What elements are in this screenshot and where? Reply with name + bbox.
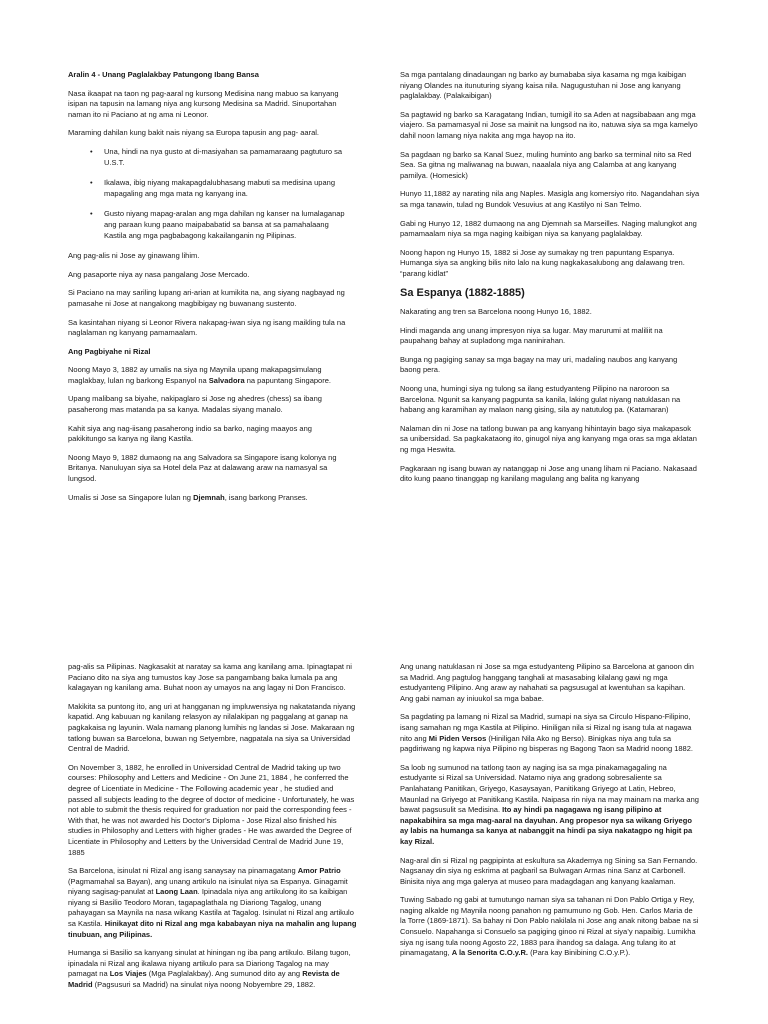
- page1-right-column: [400, 70, 700, 493]
- reasons-list: [68, 147, 346, 241]
- paragraph: Hindi maganda ang unang impresyon niya sa lugar. May marurumi at maliliit na paupahang bahay at supladong mga naninirahan.: [400, 325, 663, 346]
- paragraph: Noong hapon ng Hunyo 15, 1882 si Jose ay sumakay ng tren papuntang Espanya. Humanga siya sa angking bilis nito lalo na kung nagkakasalubong ang dalawang tren. “parang kidlat”: [400, 247, 685, 278]
- list-item: • Una, hindi na nya gusto at di-masiyahan sa pamamaraang pagtuturo sa U.S.T.: [104, 147, 346, 168]
- paragraph: Nakarating ang tren sa Barcelona noong Hunyo 16, 1882.: [400, 307, 592, 317]
- paragraph: Nasa ikaapat na taon ng pag-aaral ng kursong Medisina nang mabuo sa kanyang isipan na tapusin na lamang niya ang kursong Medisina sa Madrid. Sinuportahan naman ito ni Paciano at ng ama ni Leonor.: [68, 88, 339, 119]
- page2-right-column: [400, 662, 700, 967]
- paragraph: Sa mga pantalang dinadaungan ng barko ay bumababa siya kasama ng mga kaibigan niyang Olandes na itunuturing siyang kaisa nila. Nagugustuhan ni Jose ang kanyang paglalakbay. (Palakaibigan): [400, 70, 687, 101]
- section-heading: Ang Pagbiyahe ni Rizal: [68, 346, 151, 356]
- paragraph: On November 3, 1882, he enrolled in Universidad Central de Madrid taking up two courses: Philosophy and Letters and Medicine - On June 21, 1884 , he conferred the degree of Licentiate in Medicine - The Following academic year , he studied and passed all subjects leading to the degree of doctor of medicine - Unfortunately, he was not able to submit the thesis required for graduation nor paid the corresponding fees - With that, he was not awarded his Doctor’s Diploma - Jose Rizal also finished his studies in Philosophy and Letters with higher grades - He was awarded the Degree of Licentiate in Philosophy and Letters by the Universidad Central de Madrid June 19, 1885: [68, 762, 355, 857]
- paragraph: Sa pagtawid ng barko sa Karagatang Indian, tumigil ito sa Aden at nagsibabaan ang mga viajero. Sa pamamasyal ni Jose sa mainit na lungsod na ito, natuwa siya sa mga kamelyo dahil noon lamang niya nakita ang mga hayop na ito.: [400, 109, 698, 140]
- paragraph: Upang malibang sa biyahe, nakipaglaro si Jose ng ahedres (chess) sa ibang pasaherong mas matanda pa sa kanya. Madalas siyang manalo.: [68, 394, 322, 415]
- paragraph: Maraming dahilan kung bakit nais niyang sa Europa tapusin ang pag- aaral.: [68, 128, 319, 138]
- paragraph: Makikita sa puntong ito, ang uri at hangganan ng impluwensiya ng nakatatanda niyang kapatid. Ang kabuuan ng kanilang relasyon ay nilalakipan ng paggalang at ganap na pagkakaisa ng layunin. Wala namang planong lumihis ng landas si Jose. Makaraan ng tatlong buwan sa Barcelona, buwan ng Setyembre, nagpatala na siya sa Universidad Central de Madrid.: [68, 701, 356, 754]
- paragraph: Sa pagdaan ng barko sa Kanal Suez, muling huminto ang barko sa terminal nito sa Red Sea. Sa gitna ng maliwanag na buwan, naaalala niya ang Calamba at ang kanyang pamilya. (Homesick): [400, 149, 692, 180]
- paragraph: Pagkaraan ng isang buwan ay natanggap ni Jose ang unang liham ni Paciano. Nakasaad dito kung paano tinanggap ng kanilang magulang ang balita ng kanyang: [400, 463, 697, 484]
- paragraph: Umalis si Jose sa Singapore lulan ng Djemnah, isang barkong Pranses.: [68, 492, 308, 502]
- list-item: • Ikalawa, ibig niyang makapagdalubhasang mabuti sa medisina upang mapagaling ang mga mata ng kanyang ina.: [104, 178, 346, 199]
- paragraph: Noong una, humingi siya ng tulong sa ilang estudyanteng Pilipino na naroroon sa Barcelona. Ngunit sa kanyang pagpunta sa kanila, laking gulat niyang natuklasan na habang ang karamihan ay malaon nang gising, sila ay natutulog pa. (Katamaran): [400, 384, 681, 415]
- paragraph: pag-alis sa Pilipinas. Nagkasakit at naratay sa kama ang kanilang ama. Ipinagtapat ni Paciano dito na siya ang tumustos kay Jose sa pangambang baka lumala pa ang kalagayan ng kanilang ama. Buhat noon ay umayos na ang lagay ni Don Francisco.: [68, 662, 352, 693]
- paragraph: Sa pagdating pa lamang ni Rizal sa Madrid, sumapi na siya sa Circulo Hispano-Filipino, isang samahan ng mga Kastila at Pilipino. Hiniligan nila si Rizal ng isang tula at nagawa nito ang Mi Piden Versos (Hiniligan Nila Ako ng Berso). Binigkas niya ang tula sa pagdiriwang ng kapwa niya Pilipino ng bisperas ng Bagong Taon sa Madrid noong 1882.: [400, 712, 693, 754]
- lesson-title: Aralin 4 - Unang Paglalakbay Patungong Ibang Bansa: [68, 70, 259, 79]
- page1-left-column: [68, 70, 346, 511]
- paragraph: Gabi ng Hunyo 12, 1882 dumaong na ang Djemnah sa Marseilles. Naging malungkot ang pamamaalam niya sa mga naging kaibigan niya sa kanyang paglalakbay.: [400, 218, 697, 239]
- paragraph: Bunga ng pagiging sanay sa mga bagay na may uri, madaling naubos ang kanyang baong pera.: [400, 354, 678, 375]
- paragraph: Ang unang natuklasan ni Jose sa mga estudyanteng Pilipino sa Barcelona at ganoon din sa Madrid. Ang pagtulog hanggang tanghali at masasabing kilalang gawi ng mga estudyanteng Pilipino. Ang araw ay nahahati sa pagsusugal at kwentuhan sa kapihan. Ang gabi naman ay iniuukol sa mga babae.: [400, 662, 694, 703]
- paragraph: Sa loob ng sumunod na tatlong taon ay naging isa sa mga pinakamagagaling na estudyante si Rizal sa Universidad. Natamo niya ang gradong sobresaliente sa Panlahatang Panitikan, Griyego, Kasaysayan, Panitikang Griyego at Latin, Hebreo, Maunlad na Griyego at Panitikang Kastila. Naipasa rin niya na may mainam na marka ang bawat pagsusulit sa Medisina. Ito ay hindi pa nagagawa ng isang pilipino at napakabihira sa mga mag-aaral na dayuhan. Ang propesor nya sa wikang Griyego ay labis na humanga sa kanya at nabanggit na hindi pa siya nakatagpo ng higit pa kay Rizal.: [400, 762, 699, 846]
- paragraph: Ang pasaporte niya ay nasa pangalang Jose Mercado.: [68, 269, 250, 279]
- paragraph: Kahit siya ang nag-iisang pasaherong indio sa barko, naging maayos ang pakikitungo sa kanya ng ilang Kastila.: [68, 423, 312, 444]
- page2-left-column: [68, 662, 358, 999]
- paragraph: Noong Mayo 9, 1882 dumaong na ang Salvadora sa Singapore isang kolonya ng Britanya. Nanuluyan siya sa Hotel dela Paz at dalawang araw na namasyal sa lungsod.: [68, 452, 337, 484]
- section-heading: Sa Espanya (1882-1885): [400, 286, 525, 299]
- paragraph: Nag-aral din si Rizal ng pagpipinta at eskultura sa Akademya ng Sining sa San Fernando. Nagsanay din siya ng eskrima at pagbaril sa Bulwagan Armas nina Sanz at Carbonell. Binisita niya ang mga galerya at museo para madagdagan ang kanyang kaalaman.: [400, 855, 698, 886]
- list-item: • Gusto niyang mapag-aralan ang mga dahilan ng kanser na lumalaganap ang paraan kung paano maipababatid sa bansa at sa pamahalaang Kastila ang mga pagbabagong kakailanganin ng Pilipinas.: [104, 209, 346, 241]
- paragraph: Nalaman din ni Jose na tatlong buwan pa ang kanyang hihintayin bago siya makapasok sa unibersidad. Sa pagkakataong ito, ginugol niya ang kanyang mga oras sa mga aklatan ng mga Heswita.: [400, 423, 697, 455]
- paragraph: Ang pag-alis ni Jose ay ginawang lihim.: [68, 251, 200, 261]
- paragraph: Tuwing Sabado ng gabi at tumutungo naman siya sa tahanan ni Don Pablo Ortiga y Rey, naging alkalde ng Maynila noong panahon ng pamumuno ng Gob. Hen. Carlos Maria de la Torre (1869-1871). Sa bahay ni Don Pablo nakilala ni Jose ang anak nitong babae na si Consuelo. Napahanga si Consuelo sa pagiging ginoo ni Rizal at siya’y napaibig. Lumikha siya ng isang tula noong Agosto 22, 1883 para ihandog sa dalaga. Ang tulang ito at pinamagatang, A la Senorita C.O.y.R. (Para kay Binibining C.O.y.P.).: [400, 895, 699, 958]
- paragraph: Noong Mayo 3, 1882 ay umalis na siya ng Maynila upang makapagsimulang maglakbay, lulan ng barkong Espanyol na Salvadora na papuntang Singapore.: [68, 365, 331, 385]
- paragraph: Humanga si Basilio sa kanyang sinulat at hiningan ng iba pang artikulo. Bilang tugon, ipinadala ni Rizal ang ikalawa niyang artikulo para sa Diariong Tagalog na may pamagat na Los Viajes (Mga Paglalakbay). Ang sumunod dito ay ang Revista de Madrid (Pagsusuri sa Madrid) na sinulat niya noong Nobyembre 29, 1882.: [68, 948, 351, 990]
- paragraph: Sa kasintahan niyang si Leonor Rivera nakapag-iwan siya ng isang maikling tula na naglalaman ng kanyang pamamaalam.: [68, 317, 346, 338]
- paragraph: Si Paciano na may sariling lupang ari-arian at kumikita na, ang siyang nagbayad ng pamasahe ni Jose at nangakong magbibigay ng buwanang sustento.: [68, 288, 345, 308]
- paragraph: Sa Barcelona, isinulat ni Rizal ang isang sanaysay na pinamagatang Amor Patrio (Pagmamahal sa Bayan), ang unang artikulo na isinulat niya sa Espanya. Ginagamit niyang sagisag-panulat at Laong Laan. Ipinadala niya ang artikulong ito sa kaibigan niyang si Basilio Teodoro Moran, tagapaglathala ng Diariong Tagalog, unang pahayagan sa Maynila na nasa wikang Kastila at Tagalog. Isinulat ni Rizal ang artikulo sa Kastila. Hinikayat dito ni Rizal ang mga kababayan niya na mahalin ang lupang tinubuan, ang Pilipinas.: [68, 866, 357, 939]
- paragraph: Hunyo 11,1882 ay narating nila ang Naples. Masigla ang komersiyo rito. Nagandahan siya sa mga tanawin, tulad ng Bundok Vesuvius at ang Kastilyo ni San Telmo.: [400, 189, 700, 209]
